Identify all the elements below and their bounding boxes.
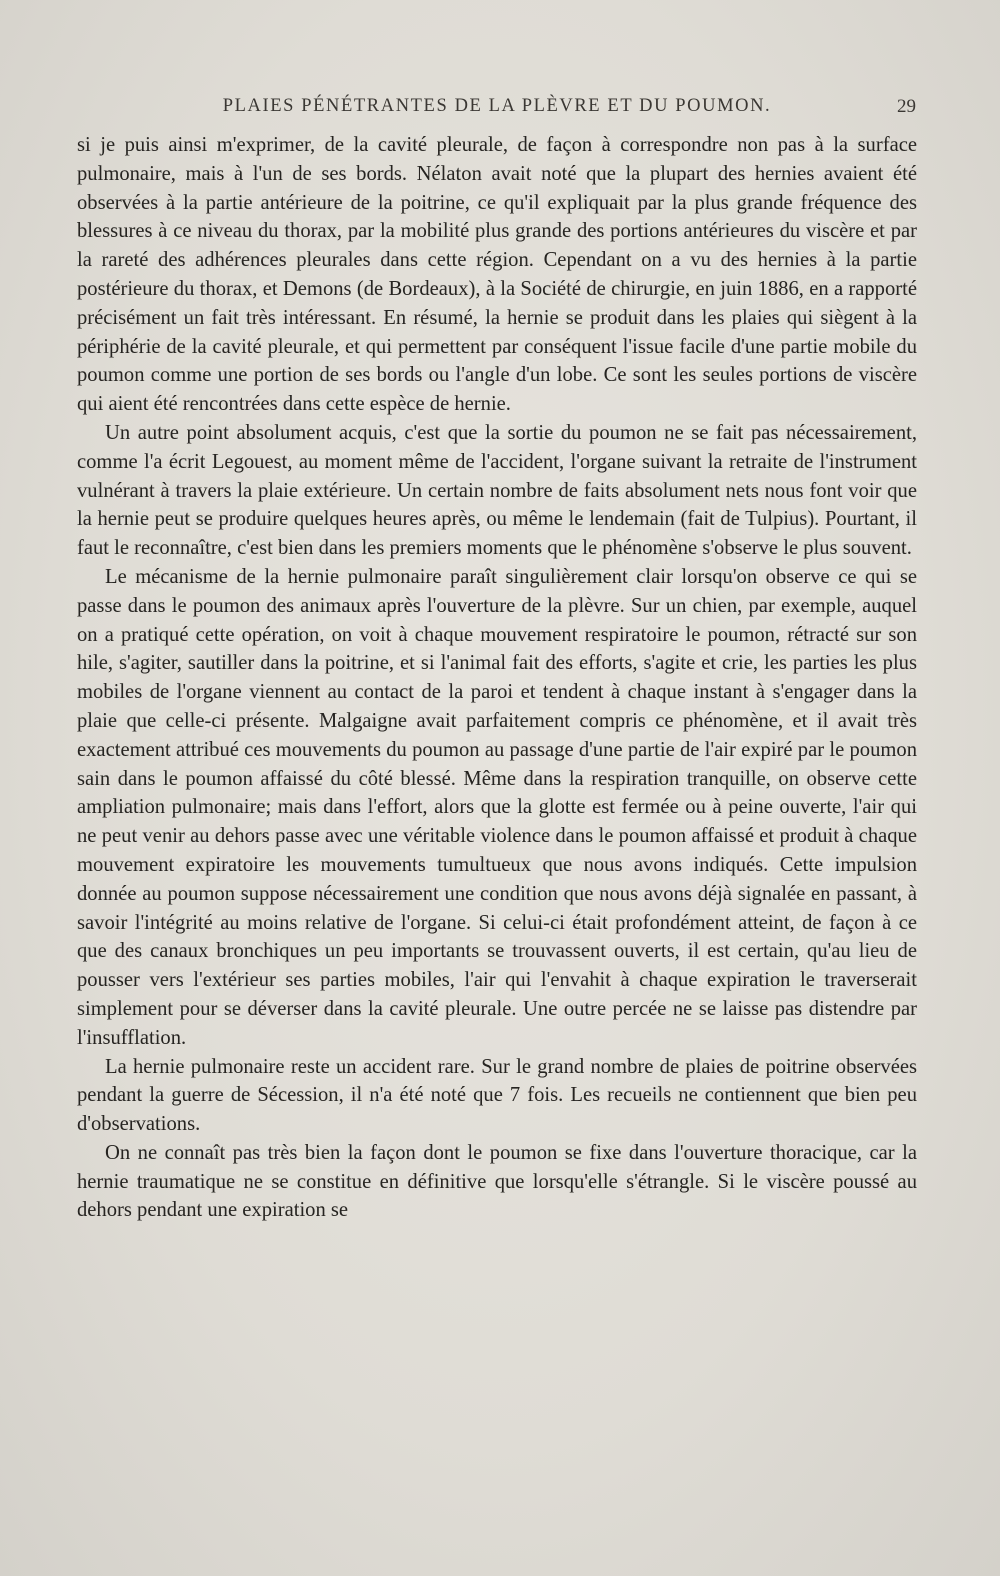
running-head xyxy=(78,96,916,126)
body-text xyxy=(77,131,917,1225)
paragraph: La hernie pulmonaire reste un accident rare. Sur le grand nombre de plaies de poitrine observées pendant la guerre de Sécession, il n'a été noté que 7 fois. Les recueils ne contiennent que bien peu d'observations. xyxy=(77,1055,917,1136)
paragraph: Le mécanisme de la hernie pulmonaire paraît singulièrement clair lorsqu'on observe ce qui se passe dans le poumon des animaux après l'ouverture de la plèvre. Sur un chien, par exemple, auquel on a pratiqué cette opération, on voit à chaque mouvement respiratoire le poumon, rétracté sur son hile, s'agiter, sautiller dans la poitrine, et si l'animal fait des efforts, s'agite et crie, les parties les plus mobiles de l'organe viennent au contact de la paroi et tendent à chaque instant à s'engager dans la plaie que celle-ci présente. Malgaigne avait parfaitement compris ce phénomène, et il avait très exactement attribué ces mouvements du poumon au passage d'une partie de l'air expiré par le poumon sain dans le poumon affaissé du côté blessé. Même dans la respiration tranquille, on observe cette ampliation pulmonaire; mais dans l'effort, alors que la glotte est fermée ou à peine ouverte, l'air qui ne peut venir au dehors passe avec une véritable violence dans le poumon affaissé et produit à chaque mouvement expiratoire les mouvements tumultueux que nous avons indiqués. Cette impulsion donnée au poumon suppose nécessairement une condition que nous avons déjà signalée en passant, à savoir l'intégrité au moins relative de l'organe. Si celui-ci était profondément atteint, de façon à ce que des canaux bronchiques un peu importants se trouvassent ouverts, il est certain, qu'au lieu de pousser vers l'extérieur ses parties mobiles, l'air qui l'envahit à chaque expiration le traverserait simplement pour se déverser dans la cavité pleurale. Une outre percée ne se laisse pas distendre par l'insufflation. xyxy=(77,565,917,1049)
paragraph-continued: si je puis ainsi m'exprimer, de la cavité pleurale, de façon à correspondre non pas à la surface pulmonaire, mais à l'un de ses bords. Nélaton avait noté que la plupart des hernies avaient été observées à la partie antérieure de la poitrine, ce qu'il expliquait par la plus grande fréquence des blessures à ce niveau du thorax, par la mobilité plus grande des portions antérieures du viscère et par la rareté des adhérences pleurales dans cette région. Cependant on a vu des hernies à la partie postérieure du thorax, et Demons (de Bordeaux), à la Société de chirurgie, en juin 1886, en a rapporté précisément un fait très intéressant. En résumé, la hernie se produit dans les plaies qui siègent à la périphérie de la cavité pleurale, et qui permettent par conséquent l'issue facile d'une partie mobile du poumon comme une portion de ses bords ou l'angle d'un lobe. Ce sont les seules portions de viscère qui aient été rencontrées dans cette espèce de hernie. xyxy=(77,134,917,416)
page-number: 29 xyxy=(897,96,916,117)
paragraph: Un autre point absolument acquis, c'est que la sortie du poumon ne se fait pas nécessairement, comme l'a écrit Legouest, au moment même de l'accident, l'organe suivant la retraite de l'instrument vulnérant à travers la plaie extérieure. Un certain nombre de faits absolument nets nous font voir que la hernie peut se produire quelques heures après, ou même le lendemain (fait de Tulpius). Pourtant, il faut le reconnaître, c'est bien dans les premiers moments que le phénomène s'observe le plus souvent. xyxy=(77,421,917,560)
running-title: PLAIES PÉNÉTRANTES DE LA PLÈVRE ET DU POUMON. xyxy=(222,96,772,116)
paragraph: On ne connaît pas très bien la façon dont le poumon se fixe dans l'ouverture thoracique, car la hernie traumatique ne se constitue en définitive que lorsqu'elle s'étrangle. Si le viscère poussé au dehors pendant une expiration se xyxy=(77,1141,917,1222)
